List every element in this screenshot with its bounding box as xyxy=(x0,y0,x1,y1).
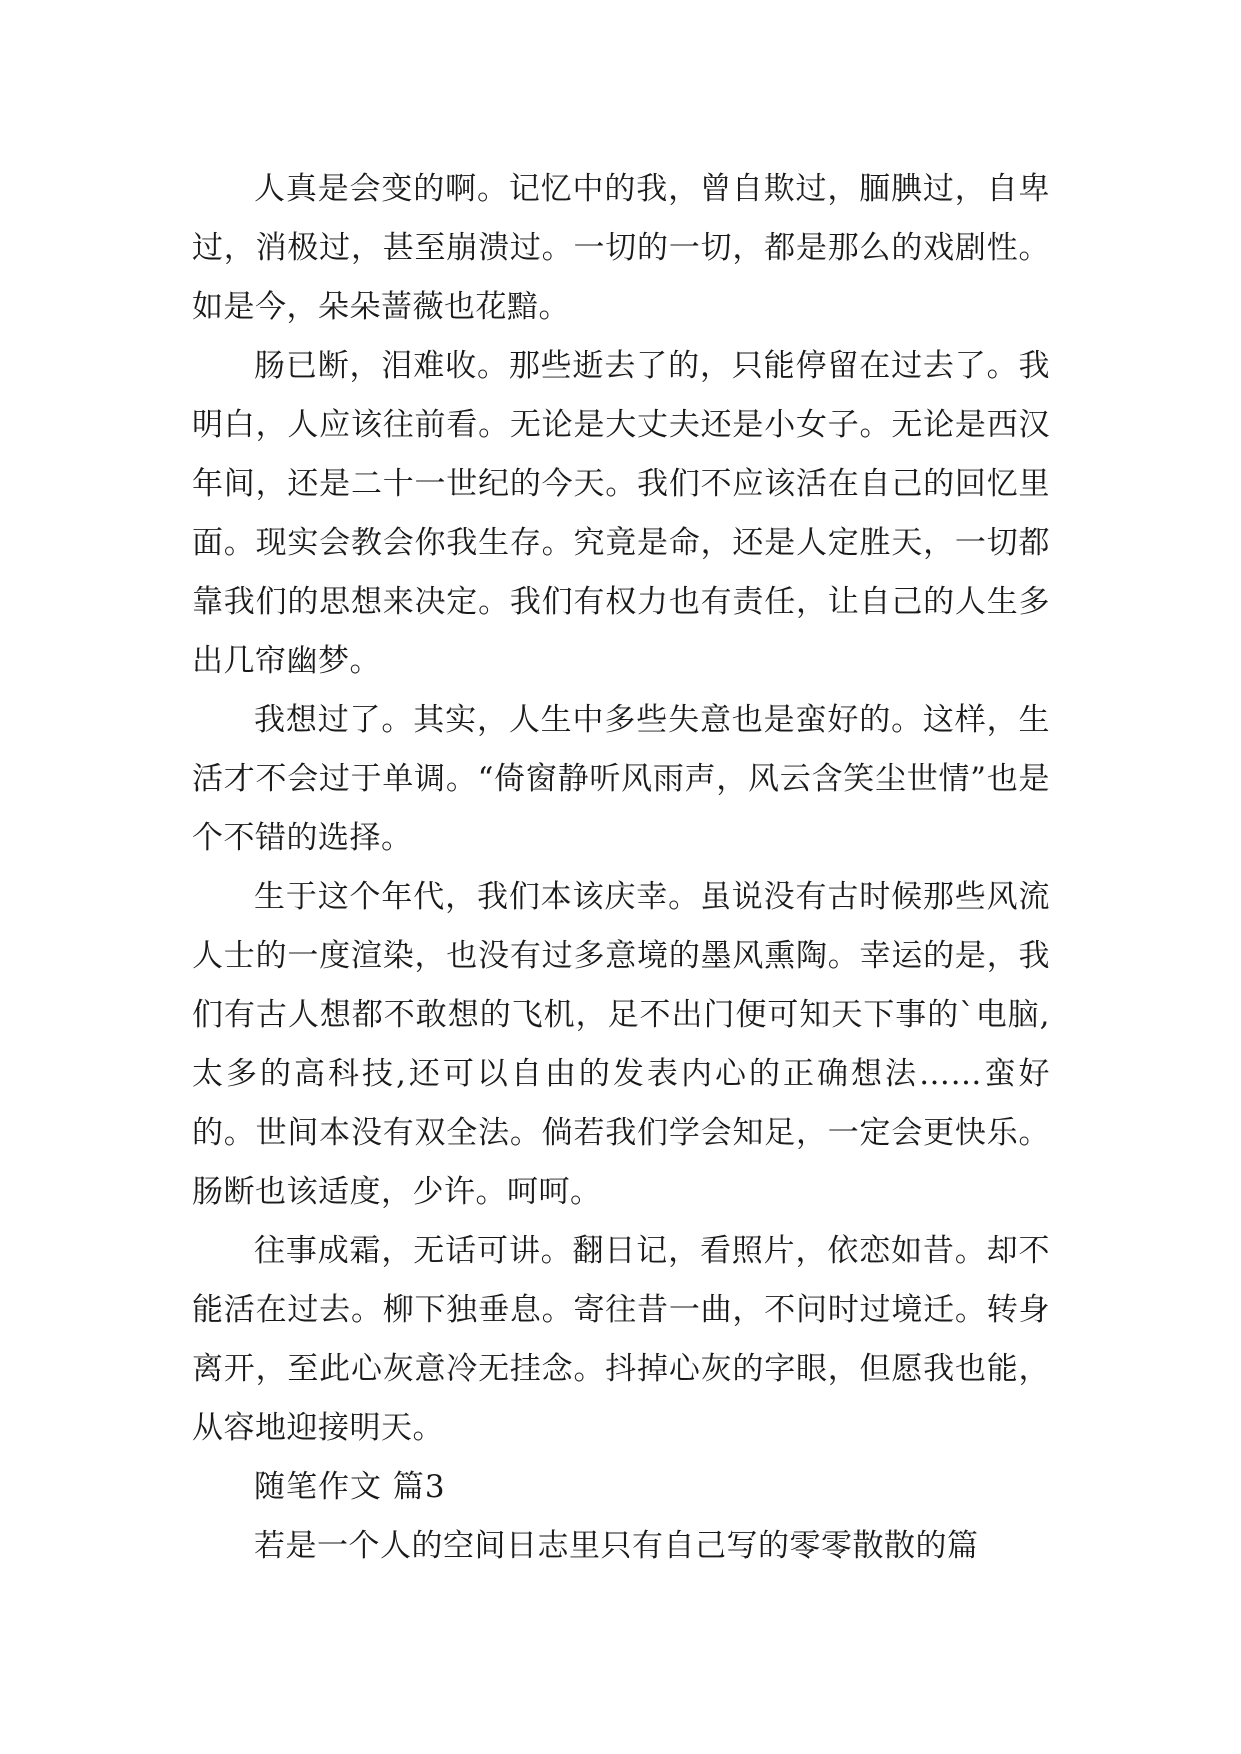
paragraph-5: 往事成霜，无话可讲。翻日记，看照片，依恋如昔。却不能活在过去。柳下独垂息。寄往昔一曲，不问时过境迁。转身离开，至此心灰意冷无挂念。抖掉心灰的字眼，但愿我也能，从容地迎接明天。 xyxy=(192,1233,1050,1446)
paragraph-3: 我想过了。其实，人生中多些失意也是蛮好的。这样，生活才不会过于单调。“倚窗静听风雨声，风云含笑尘世情”也是个不错的选择。 xyxy=(192,702,1050,856)
paragraph-1: 人真是会变的啊。记忆中的我，曾自欺过，腼腆过，自卑过，消极过，甚至崩溃过。一切的一切，都是那么的戏剧性。如是今，朵朵蔷薇也花黯。 xyxy=(192,171,1050,325)
paragraph-4: 生于这个年代，我们本该庆幸。虽说没有古时候那些风流人士的一度渲染，也没有过多意境的墨风熏陶。幸运的是，我们有古人想都不敢想的飞机，足不出门便可知天下事的`电脑,太多的高科技,还可以自由的发表内心的正确想法……蛮好的。世间本没有双全法。倘若我们学会知足，一定会更快乐。肠断也该适度，少许。呵呵。 xyxy=(192,879,1050,1210)
section-heading: 随笔作文 篇3 xyxy=(254,1469,446,1505)
paragraph-6: 若是一个人的空间日志里只有自己写的零零散散的篇 xyxy=(254,1528,979,1564)
document-page xyxy=(192,160,1050,1576)
paragraph-2: 肠已断，泪难收。那些逝去了的，只能停留在过去了。我明白，人应该往前看。无论是大丈夫还是小女子。无论是西汉年间，还是二十一世纪的今天。我们不应该活在自己的回忆里面。现实会教会你我生存。究竟是命，还是人定胜天，一切都靠我们的思想来决定。我们有权力也有责任，让自己的人生多出几帘幽梦。 xyxy=(192,348,1050,679)
